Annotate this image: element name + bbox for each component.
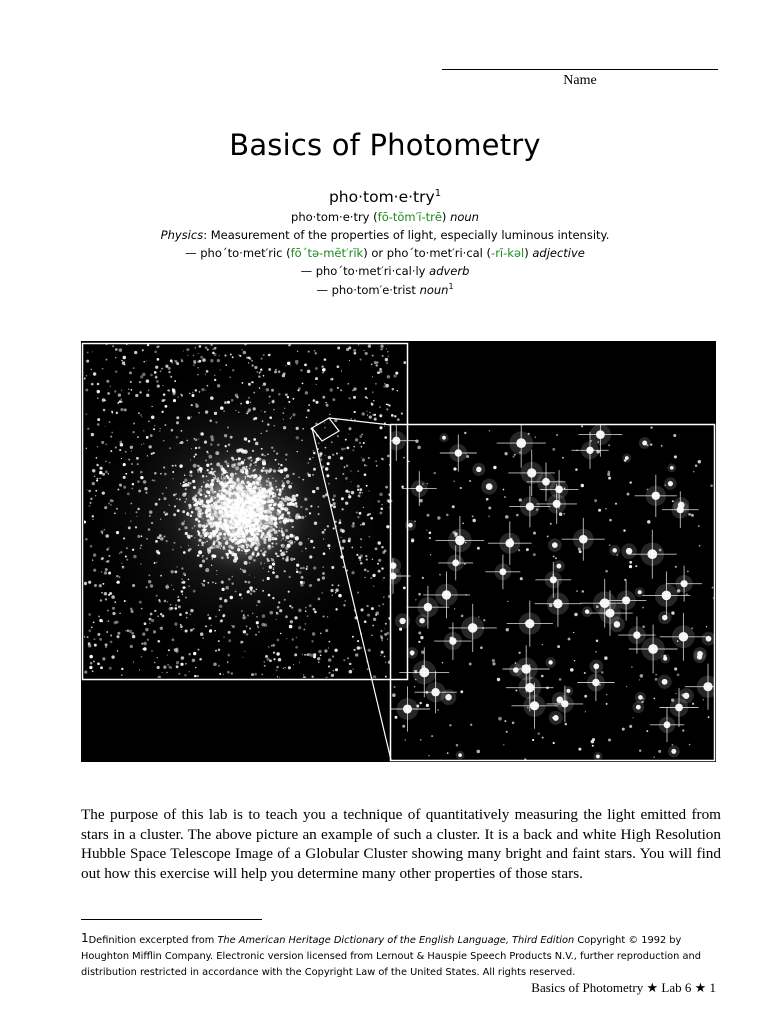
page-footer [400, 980, 716, 996]
footer-title: Basics of Photometry [531, 980, 644, 995]
intro-paragraph: The purpose of this lab is to teach you a technique of quantitatively measuring the light emitted from stars in a cluster. The above picture an example of such a cluster. It is a back and white High Resolution Hubble Space Telescope Image of a Globular Cluster showing many bright and faint stars. You will find out how this exercise will help you determine many other properties of those stars. [81, 806, 721, 882]
dictionary-entry-line: pho·tom·e·try (fō-tŏm′ĭ-trē) noun [291, 210, 479, 224]
footer-star-icon: ★ [646, 980, 659, 995]
definition-field: Physics [160, 228, 204, 242]
name-label: Name [563, 73, 597, 88]
derived1-pron1: fō´tə-mĕt′rĭk [290, 246, 364, 260]
derived-form-line-3 [0, 282, 770, 297]
dictionary-headword [0, 188, 770, 206]
definition-text: : Measurement of the properties of light, especially luminous intensity. [203, 228, 610, 242]
derived3-footnote-marker: 1 [448, 282, 454, 291]
entry-word: pho·tom·e·try [291, 210, 370, 224]
derived1-pos: adjective [532, 246, 585, 260]
globular-cluster-image [81, 341, 716, 762]
derived1-word2: pho´to·met′ri·cal [386, 246, 483, 260]
headword-footnote-marker: 1 [434, 188, 442, 199]
globular-cluster-figure [81, 341, 716, 762]
derived3-pos: noun [419, 282, 449, 297]
headword-text: pho·tom·e·try [328, 188, 435, 207]
derived2-pos: adverb [429, 264, 470, 278]
footnote [81, 930, 721, 981]
derived2-word: — pho´to·met′ri·cal·ly [300, 264, 426, 278]
footer-lab: Lab 6 [661, 980, 692, 995]
footer-page-number: 1 [709, 980, 716, 995]
footnote-prefix: Definition excerpted from [88, 935, 218, 946]
footer-star-icon: ★ [694, 980, 707, 995]
footnote-rest: Copyright © 1992 by Houghton Mifflin Company. Electronic version licensed from Lernout & Hauspie Speech Products N.V., further reproduction and distribution restricted in accordance with the Copyright Law of the United States. All rights reserved. [81, 935, 701, 978]
name-underline [442, 69, 718, 70]
derived-form-line-1: — pho´to·met′ric (fō´tə-mĕt′rĭk) or pho´to·met′ri·cal (-rĭ-kəl) adjective [185, 246, 585, 260]
page-title: Basics of Photometry [229, 128, 541, 162]
derived3-word: — pho·tom′e·trist [316, 282, 416, 297]
entry-pronunciation: fō-tŏm′ĭ-trē [377, 210, 442, 224]
dictionary-definition-line [0, 228, 770, 242]
footnote-source: The American Heritage Dictionary of the English Language, Third Edition [217, 935, 575, 946]
derived1-pron2: -rĭ-kəl [491, 246, 525, 260]
footnote-number: 1 [81, 931, 89, 945]
derived1-or: or [371, 246, 384, 260]
derived-form-line-2 [0, 264, 770, 278]
entry-part-of-speech: noun [450, 210, 479, 224]
derived1-word1: — pho´to·met′ric [185, 246, 283, 260]
footnote-rule [81, 919, 262, 920]
